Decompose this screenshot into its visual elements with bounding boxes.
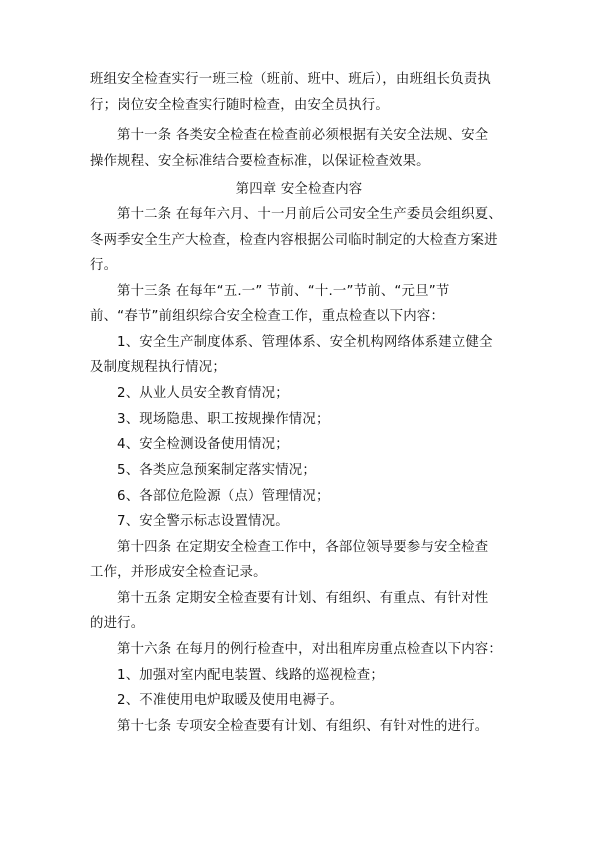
article-16: 第十六条 在每月的例行检查中，对出租库房重点检查以下内容： <box>117 642 502 657</box>
article-14: 第十四条 在定期安全检查工作中，各部位领导要参与安全检查 <box>117 540 489 555</box>
text-line: 的进行。 <box>90 616 145 631</box>
list-item: 4、安全检测设备使用情况； <box>117 437 289 452</box>
list-item: 2、不准使用电炉取暖及使用电褥子。 <box>117 693 344 708</box>
list-item: 5、各类应急预案制定落实情况； <box>117 463 316 478</box>
chapter-heading: 第四章 安全检查内容 <box>235 182 363 197</box>
text-line: 及制度规程执行情况； <box>90 360 226 375</box>
text-line: 操作规程、安全标准结合要检查标准，以保证检查效果。 <box>90 154 430 169</box>
list-item: 2、从业人员安全教育情况； <box>117 386 289 401</box>
article-12: 第十二条 在每年六月、十一月前后公司安全生产委员会组织夏、 <box>117 207 502 222</box>
article-17: 第十七条 专项安全检查要有计划、有组织、有针对性的进行。 <box>117 719 489 734</box>
list-item: 3、现场隐患、职工按规操作情况； <box>117 412 330 427</box>
list-item: 7、安全警示标志设置情况。 <box>117 514 289 529</box>
text-line: 行；岗位安全检查实行随时检查，由安全员执行。 <box>90 98 389 113</box>
text-line: 班组安全检查实行一班三检（班前、班中、班后），由班组长负责执 <box>90 72 492 87</box>
text-line: 前、“春节”前组织综合安全检查工作，重点检查以下内容： <box>90 309 445 324</box>
text-line: 冬两季安全生产大检查，检查内容根据公司临时制定的大检查方案进 <box>90 233 498 248</box>
list-item: 6、各部位危险源（点）管理情况； <box>117 489 330 504</box>
article-13: 第十三条 在每年“五.一” 节前、“十.一”节前、“元旦”节 <box>117 284 450 299</box>
article-15: 第十五条 定期安全检查要有计划、有组织、有重点、有针对性 <box>117 591 489 606</box>
list-item: 1、加强对室内配电装置、线路的巡视检查； <box>117 668 384 683</box>
list-item: 1、安全生产制度体系、管理体系、安全机构网络体系建立健全 <box>117 335 493 350</box>
text-line: 工作，并形成安全检查记录。 <box>90 565 267 580</box>
text-line: 行。 <box>90 258 118 273</box>
article-11: 第十一条 各类安全检查在检查前必须根据有关安全法规、安全 <box>117 128 489 143</box>
